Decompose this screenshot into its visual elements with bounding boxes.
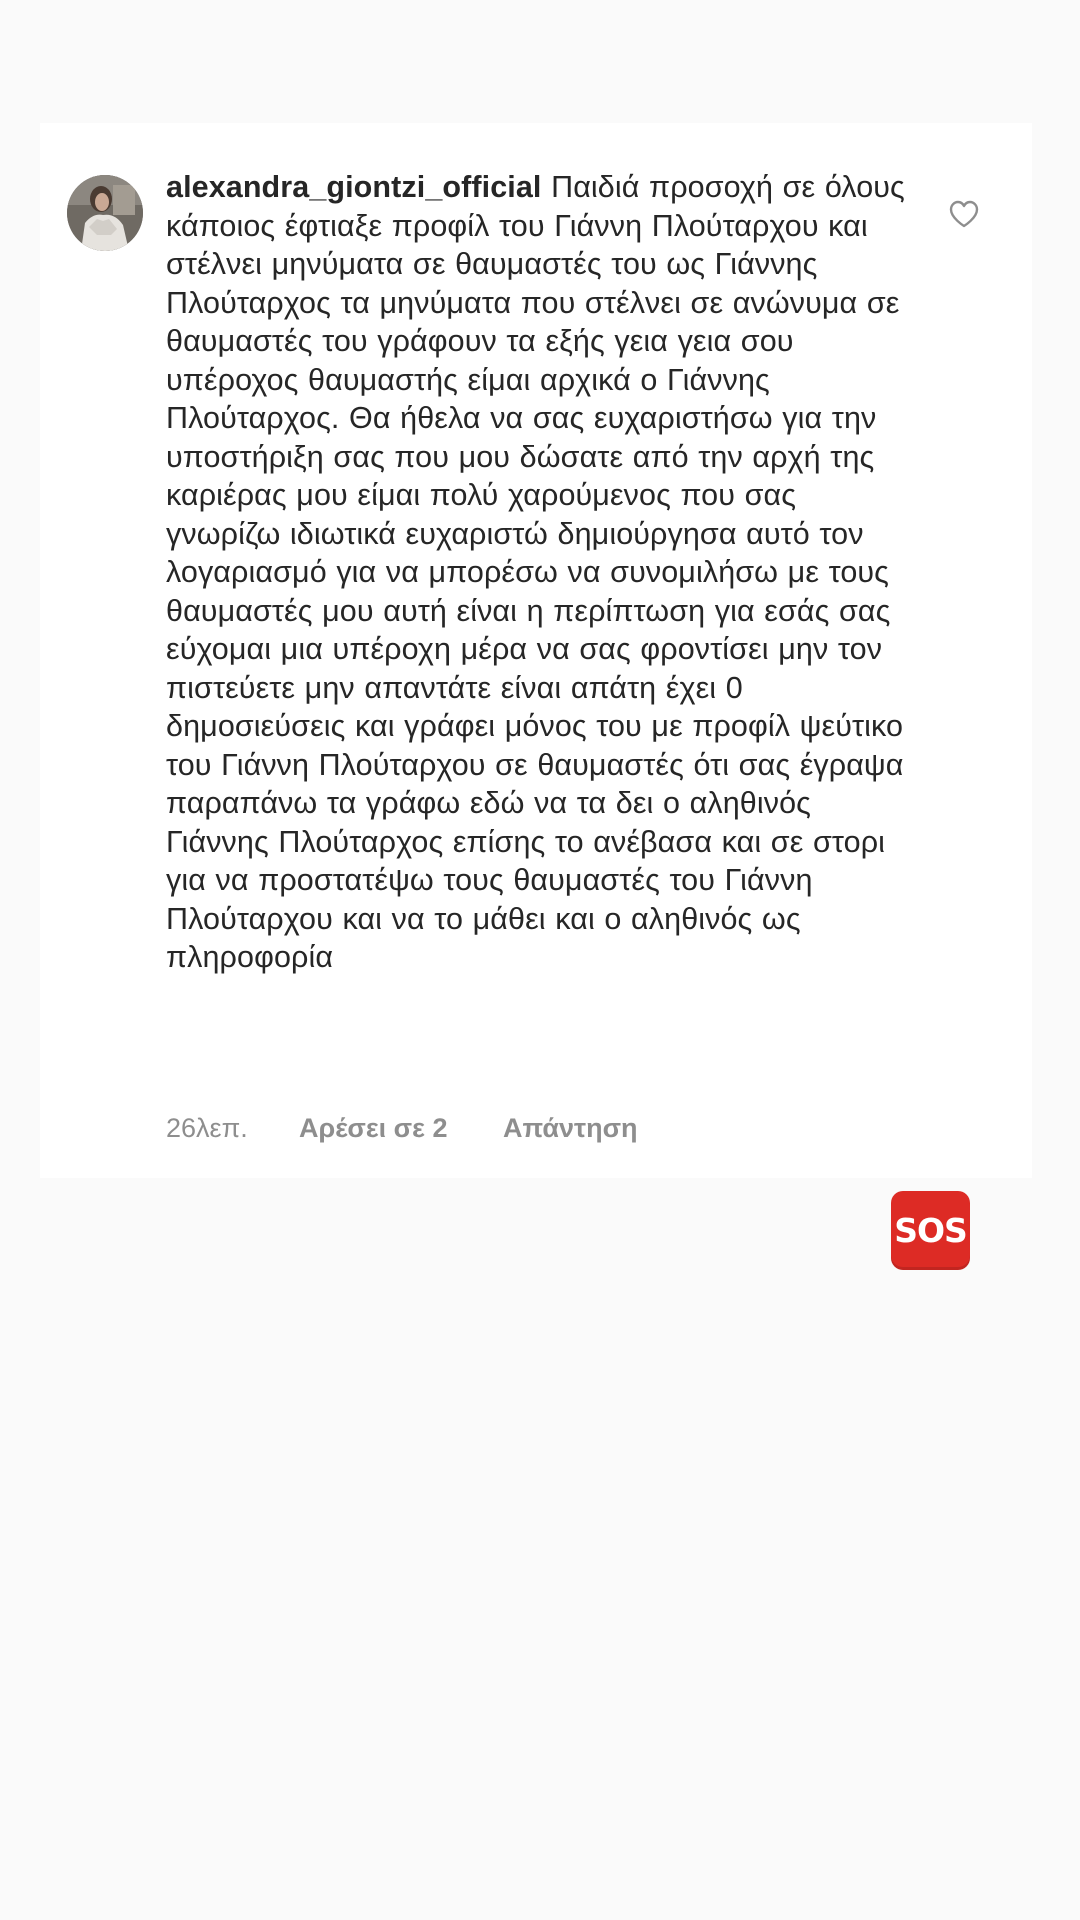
heart-outline-icon[interactable] bbox=[948, 199, 980, 229]
comment-text: Παιδιά προσοχή σε όλους κάποιος έφτιαξε προφίλ του Γιάννη Πλούταρχου και στέλνει μηνύματα σε θαυμαστές του ως Γιάννης Πλούταρχος τα μηνύματα που στέλνει σε ανώνυμα σε θαυμαστές του γράφουν τα εξής γεια γεια σου υπέροχος θαυμαστής είμαι αρχικά ο Γιάννης Πλούταρχος. Θα ήθελα να σας ευχαριστήσω για την υποστήριξη σας που μου δώσατε από την αρχή της καριέρας μου είμαι πολύ χαρούμενος που σας γνωρίζω ιδιωτικά ευχαριστώ δημιούργησα αυτό τον λογαριασμό για να μπορέσω να συνομιλήσω με τους θαυμαστές μου αυτή είναι η περίπτωση για εσάς σας εύχομαι μια υπέροχη μέρα να σας φροντίσει μην τον πιστεύετε μην απαντάτε είναι απάτη έχει 0 δημοσιεύσεις και γράφει μόνος του με προφίλ ψεύτικο του Γιάννη Πλούταρχου σε θαυμαστές ότι σας έγραψα παραπάνω τα γράφω εδώ να τα δει ο αληθινός Γιάννης Πλούταρχος επίσης το ανέβασα και σε στορι για να προστατέψω τους θαυμαστές του Γιάννη Πλούταρχου και να το μάθει και ο αληθινός ως πληροφορία bbox=[166, 170, 905, 974]
profile-avatar-image bbox=[67, 175, 143, 251]
comment-timestamp: 26λεπ. bbox=[166, 1113, 248, 1143]
avatar[interactable] bbox=[67, 175, 143, 251]
reply-button[interactable]: Απάντηση bbox=[503, 1113, 638, 1143]
comment-body bbox=[166, 168, 906, 977]
sos-emoji bbox=[891, 1191, 970, 1270]
comment-username[interactable]: alexandra_giontzi_official bbox=[166, 170, 542, 204]
sos-label: SOS bbox=[894, 1211, 967, 1250]
likes-count-link[interactable]: Αρέσει σε 2 bbox=[299, 1113, 448, 1143]
